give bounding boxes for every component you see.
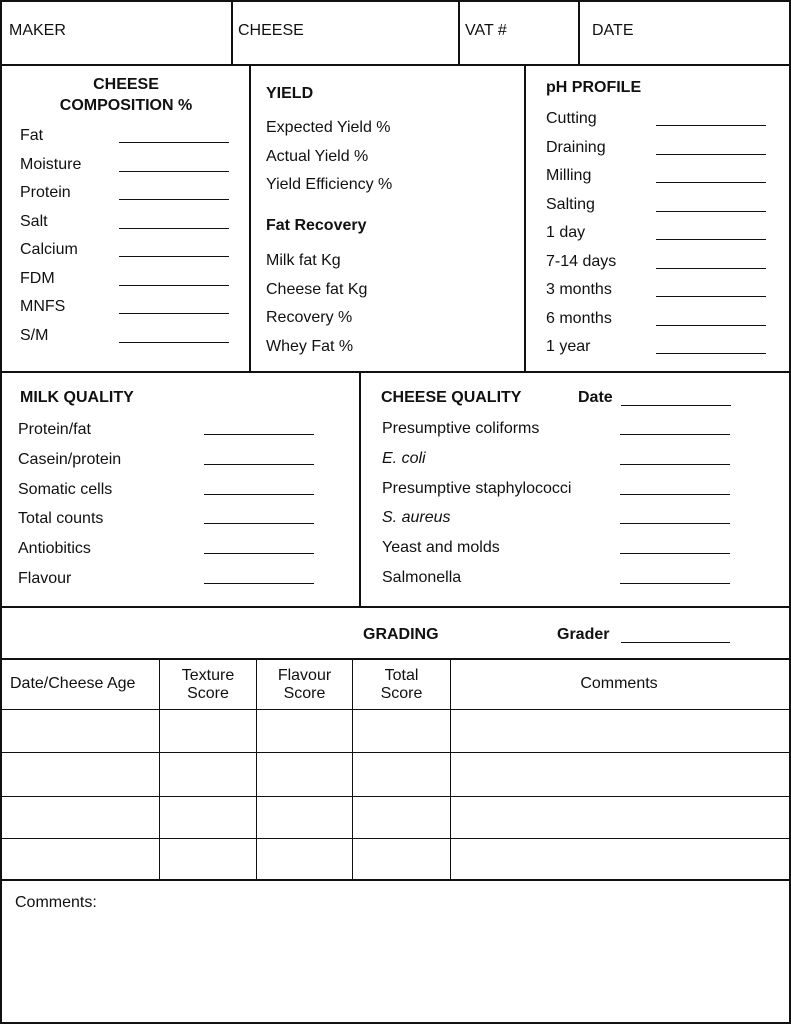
ph-list-blank[interactable] [656, 296, 766, 297]
divider [2, 371, 789, 373]
comp-list-blank[interactable] [119, 256, 229, 257]
fat-list-label: Milk fat Kg [266, 252, 341, 269]
comments-label: Comments: [15, 894, 97, 911]
maker-field-label[interactable]: MAKER [9, 22, 66, 39]
divider [2, 752, 789, 753]
col-header-date-age: Date/Cheese Age [10, 675, 136, 692]
comp-list-blank[interactable] [119, 142, 229, 143]
yield-title: YIELD [266, 85, 314, 102]
divider [359, 371, 361, 607]
milk-list-label: Casein/protein [18, 450, 122, 468]
milk-list-blank[interactable] [204, 523, 314, 524]
ph-list-label: 1 year [546, 338, 591, 355]
fat-list-label: Recovery % [266, 309, 353, 326]
grading-title: GRADING [363, 626, 439, 643]
cheese-quality-date-blank[interactable] [621, 405, 731, 406]
cq-list-blank[interactable] [620, 523, 730, 524]
cq-list-label: S. aureus [382, 509, 451, 527]
cheese-field-label[interactable]: CHEESE [238, 22, 304, 39]
ph-list-label: 6 months [546, 309, 612, 327]
milk-list-blank[interactable] [204, 434, 314, 435]
cheese-quality-date-label: Date [578, 389, 613, 406]
ph-list-label: Milling [546, 167, 592, 184]
ph-list-label: 1 day [546, 224, 586, 241]
divider [458, 2, 460, 64]
divider [2, 658, 789, 660]
cheese-quality-title: CHEESE QUALITY [381, 389, 522, 406]
ph-list-label: 7-14 days [546, 252, 617, 270]
comp-list-label: Fat [20, 127, 44, 144]
cq-list-blank[interactable] [620, 434, 730, 435]
comments-area[interactable] [2, 881, 789, 1022]
divider [524, 64, 526, 372]
composition-title: COMPOSITION % [59, 97, 193, 114]
milk-list-blank[interactable] [204, 553, 314, 554]
divider [578, 2, 580, 64]
divider [2, 838, 789, 839]
comp-list-label: Calcium [20, 241, 78, 258]
cq-list-label: Presumptive staphylococci [382, 479, 572, 497]
milk-quality-title: MILK QUALITY [20, 389, 134, 406]
milk-list-label: Flavour [18, 570, 72, 587]
cq-list-blank[interactable] [620, 494, 730, 495]
col-header-texture: Texture Score [181, 667, 235, 702]
yield-list-label: Actual Yield % [266, 147, 369, 165]
comp-list-label: Protein [20, 184, 71, 201]
cq-list-blank[interactable] [620, 583, 730, 584]
col-header-comments: Comments [580, 675, 658, 692]
fat-recovery-title: Fat Recovery [266, 217, 367, 234]
ph-list-label: Cutting [546, 110, 597, 127]
ph-list-blank[interactable] [656, 182, 766, 183]
divider [2, 796, 789, 797]
divider [2, 606, 789, 608]
yield-list-label: Expected Yield % [266, 119, 391, 136]
comp-list-blank[interactable] [119, 171, 229, 172]
cq-list-label: Salmonella [382, 569, 462, 586]
col-header-flavour: Flavour Score [277, 667, 332, 702]
ph-list-label: Salting [546, 195, 595, 213]
ph-list-blank[interactable] [656, 353, 766, 354]
ph-list-label: Draining [546, 138, 606, 156]
ph-list-blank[interactable] [656, 239, 766, 240]
comp-list-label: FDM [20, 269, 55, 287]
fat-list-label: Cheese fat Kg [266, 280, 368, 298]
divider [231, 2, 233, 64]
comp-list-label: Salt [20, 212, 48, 230]
comp-list-blank[interactable] [119, 228, 229, 229]
milk-list-blank[interactable] [204, 583, 314, 584]
milk-list-label: Somatic cells [18, 480, 113, 498]
divider [2, 64, 789, 66]
comp-list-blank[interactable] [119, 342, 229, 343]
grader-label: Grader [557, 626, 610, 643]
milk-list-blank[interactable] [204, 494, 314, 495]
comp-list-blank[interactable] [119, 313, 229, 314]
yield-list-label: Yield Efficiency % [266, 176, 393, 193]
ph-profile-title: pH PROFILE [546, 79, 642, 96]
milk-list-blank[interactable] [204, 464, 314, 465]
comp-list-label: Moisture [20, 155, 82, 173]
ph-list-blank[interactable] [656, 325, 766, 326]
date-field-label[interactable]: DATE [592, 22, 634, 39]
ph-list-blank[interactable] [656, 154, 766, 155]
cq-list-label: Yeast and molds [382, 539, 500, 557]
comp-list-label: S/M [20, 326, 49, 344]
vat-field-label[interactable]: VAT # [465, 22, 507, 39]
col-header-total: Total Score [380, 667, 423, 702]
ph-list-blank[interactable] [656, 125, 766, 126]
milk-list-label: Antiobitics [18, 540, 91, 558]
divider [2, 709, 789, 710]
ph-list-blank[interactable] [656, 268, 766, 269]
composition-title: CHEESE [93, 76, 159, 93]
comp-list-blank[interactable] [119, 199, 229, 200]
ph-list-blank[interactable] [656, 211, 766, 212]
cq-list-label: Presumptive coliforms [382, 420, 540, 437]
cq-list-blank[interactable] [620, 553, 730, 554]
cq-list-label: E. coli [382, 449, 426, 467]
cq-list-blank[interactable] [620, 464, 730, 465]
grader-blank[interactable] [621, 642, 730, 643]
comp-list-label: MNFS [20, 298, 66, 315]
milk-list-label: Protein/fat [18, 421, 91, 438]
milk-list-label: Total counts [18, 510, 104, 528]
fat-list-label: Whey Fat % [266, 337, 354, 355]
ph-list-label: 3 months [546, 281, 612, 298]
comp-list-blank[interactable] [119, 285, 229, 286]
